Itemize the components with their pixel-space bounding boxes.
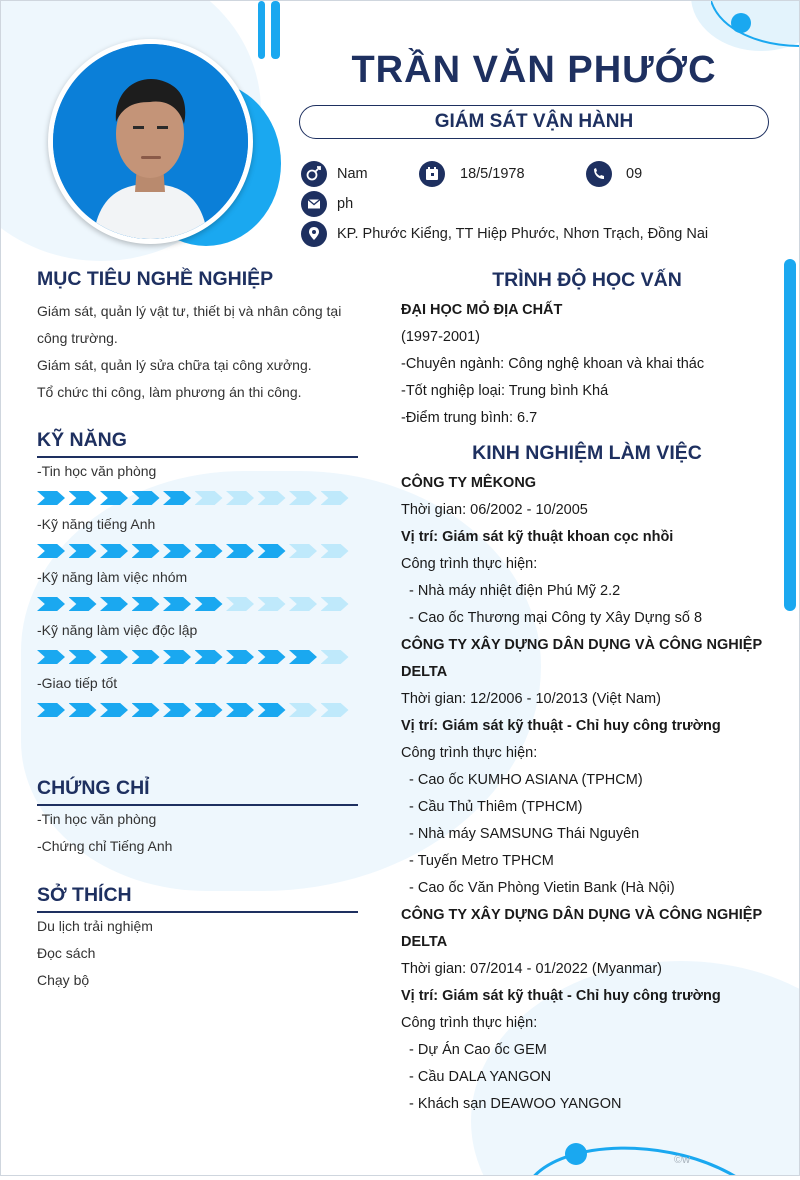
company-name: CÔNG TY MÊKONG: [401, 475, 537, 491]
job-role: Vị trí: Giám sát kỹ thuật khoan cọc nhồi: [401, 529, 674, 545]
skill-chevron: [100, 544, 128, 558]
project-item: - Tuyến Metro TPHCM: [409, 853, 554, 869]
skill-chevron: [226, 491, 254, 505]
email-value[interactable]: ph: [337, 196, 354, 212]
skill-chevron: [163, 650, 191, 664]
skill-chevron: [321, 491, 349, 505]
skills-title: KỸ NĂNG: [37, 429, 127, 451]
skill-chevron: [163, 544, 191, 558]
skill-chevron: [100, 597, 128, 611]
skill-chevron: [195, 544, 223, 558]
skill-chevron: [69, 544, 97, 558]
phone-value[interactable]: 09: [626, 166, 643, 182]
projects-label: Công trình thực hiện:: [401, 556, 538, 572]
bottom-decoration: [521, 1135, 781, 1176]
certificate-item: -Chứng chỉ Tiếng Anh: [37, 838, 173, 854]
projects-label: Công trình thực hiện:: [401, 1015, 538, 1031]
gender-value: Nam: [337, 166, 368, 182]
skill-label: -Giao tiếp tốt: [37, 675, 118, 691]
skill-chevron: [289, 650, 317, 664]
skill-chevron: [258, 597, 286, 611]
skill-chevron: [195, 491, 223, 505]
job-period: Thời gian: 07/2014 - 01/2022 (Myanmar): [401, 961, 662, 977]
experience-title: KINH NGHIỆM LÀM VIỆC: [472, 442, 702, 464]
skill-chevron: [132, 597, 160, 611]
watermark: ©w: [674, 1154, 691, 1166]
project-item: - Cao ốc Thương mại Công ty Xây Dựng số 8: [409, 610, 703, 626]
company-name: DELTA: [401, 664, 448, 680]
skill-chevron: [321, 703, 349, 717]
project-item: - Nhà máy nhiệt điện Phú Mỹ 2.2: [409, 583, 621, 599]
job-role: Vị trí: Giám sát kỹ thuật - Chỉ huy công trường: [401, 718, 721, 734]
person-icon: [53, 44, 248, 239]
skill-chevron: [69, 703, 97, 717]
skill-chevron: [258, 650, 286, 664]
objective-line: công trường.: [37, 330, 118, 346]
skill-label: -Kỹ năng làm việc độc lập: [37, 622, 198, 638]
skill-chevron: [163, 491, 191, 505]
skill-chevron: [37, 597, 65, 611]
objective-line: Tổ chức thi công, làm phương án thi công.: [37, 384, 302, 400]
skill-chevron: [321, 597, 349, 611]
skill-chevron: [195, 703, 223, 717]
phone-icon: [586, 161, 612, 187]
project-item: - Cao ốc KUMHO ASIANA (TPHCM): [409, 772, 643, 788]
skill-chevron: [258, 703, 286, 717]
skill-chevron: [195, 650, 223, 664]
company-name: DELTA: [401, 934, 448, 950]
skill-chevron: [289, 491, 317, 505]
job-position: GIÁM SÁT VẬN HÀNH: [299, 105, 769, 139]
company-name: CÔNG TY XÂY DỰNG DÂN DỤNG VÀ CÔNG NGHIỆP: [401, 637, 763, 653]
skill-rating: [37, 491, 352, 505]
skill-chevron: [163, 703, 191, 717]
skill-label: -Tin học văn phòng: [37, 463, 157, 479]
skill-chevron: [37, 491, 65, 505]
skill-chevron: [37, 544, 65, 558]
skill-chevron: [226, 650, 254, 664]
skill-label: -Kỹ năng làm việc nhóm: [37, 569, 188, 585]
hobby-item: Du lịch trải nghiệm: [37, 918, 153, 934]
skill-rating: [37, 597, 352, 611]
skill-chevron: [321, 650, 349, 664]
skill-chevron: [132, 491, 160, 505]
education-grade: -Tốt nghiệp loại: Trung bình Khá: [401, 383, 609, 399]
skill-chevron: [258, 544, 286, 558]
hobbies-title: SỞ THÍCH: [37, 884, 132, 906]
skill-chevron: [100, 491, 128, 505]
section-divider: [37, 804, 358, 806]
candidate-name: TRẦN VĂN PHƯỚC: [351, 49, 717, 91]
project-item: - Cầu DALA YANGON: [409, 1069, 552, 1085]
skill-chevron: [132, 544, 160, 558]
avatar: [53, 44, 248, 239]
hobby-item: Đọc sách: [37, 945, 96, 961]
section-divider: [37, 456, 358, 458]
address-value: KP. Phước Kiểng, TT Hiệp Phước, Nhơn Trạch, Đồng Nai: [337, 226, 709, 242]
skill-chevron: [226, 597, 254, 611]
skill-chevron: [132, 703, 160, 717]
decorative-bar: [271, 1, 280, 59]
hobby-item: Chạy bộ: [37, 972, 90, 988]
certificates-title: CHỨNG CHỈ: [37, 777, 150, 799]
objective-line: Giám sát, quản lý vật tư, thiết bị và nhân công tại: [37, 303, 342, 319]
skill-chevron: [226, 703, 254, 717]
job-period: Thời gian: 06/2002 - 10/2005: [401, 502, 588, 518]
email-icon: [301, 191, 327, 217]
skill-chevron: [37, 703, 65, 717]
certificate-item: -Tin học văn phòng: [37, 811, 157, 827]
objective-line: Giám sát, quản lý sửa chữa tại công xưởng.: [37, 357, 312, 373]
skill-chevron: [69, 650, 97, 664]
section-divider: [37, 911, 358, 913]
projects-label: Công trình thực hiện:: [401, 745, 538, 761]
skill-rating: [37, 703, 352, 717]
skill-chevron: [37, 650, 65, 664]
skill-chevron: [289, 597, 317, 611]
skill-chevron: [289, 703, 317, 717]
project-item: - Cao ốc Văn Phòng Vietin Bank (Hà Nội): [409, 880, 675, 896]
job-role: Vị trí: Giám sát kỹ thuật - Chỉ huy công trường: [401, 988, 721, 1004]
company-name: CÔNG TY XÂY DỰNG DÂN DỤNG VÀ CÔNG NGHIỆP: [401, 907, 763, 923]
skill-rating: [37, 650, 352, 664]
school-name: ĐẠI HỌC MỎ ĐỊA CHẤT: [401, 302, 563, 318]
education-major: -Chuyên ngành: Công nghệ khoan và khai thác: [401, 356, 705, 372]
skill-chevron: [100, 703, 128, 717]
skill-chevron: [69, 597, 97, 611]
objective-title: MỤC TIÊU NGHỀ NGHIỆP: [37, 268, 274, 290]
decorative-bar: [784, 259, 796, 611]
project-item: - Khách sạn DEAWOO YANGON: [409, 1096, 622, 1112]
skill-chevron: [226, 544, 254, 558]
skill-rating: [37, 544, 352, 558]
skill-chevron: [163, 597, 191, 611]
education-years: (1997-2001): [401, 329, 480, 345]
skill-chevron: [289, 544, 317, 558]
skill-label: -Kỹ năng tiếng Anh: [37, 516, 156, 532]
skill-chevron: [195, 597, 223, 611]
skill-chevron: [100, 650, 128, 664]
project-item: - Nhà máy SAMSUNG Thái Nguyên: [409, 826, 640, 842]
skill-chevron: [321, 544, 349, 558]
project-item: - Dự Án Cao ốc GEM: [409, 1042, 547, 1058]
skill-chevron: [258, 491, 286, 505]
education-gpa: -Điểm trung bình: 6.7: [401, 410, 538, 426]
skill-chevron: [132, 650, 160, 664]
job-period: Thời gian: 12/2006 - 10/2013 (Việt Nam): [401, 691, 661, 707]
decorative-bar: [258, 1, 265, 59]
date-of-birth: 18/5/1978: [460, 166, 525, 182]
project-item: - Cầu Thủ Thiêm (TPHCM): [409, 799, 583, 815]
education-title: TRÌNH ĐỘ HỌC VẤN: [492, 269, 682, 291]
gender-icon: [301, 161, 327, 187]
location-icon: [301, 221, 327, 247]
skill-chevron: [69, 491, 97, 505]
calendar-icon: [419, 161, 445, 187]
